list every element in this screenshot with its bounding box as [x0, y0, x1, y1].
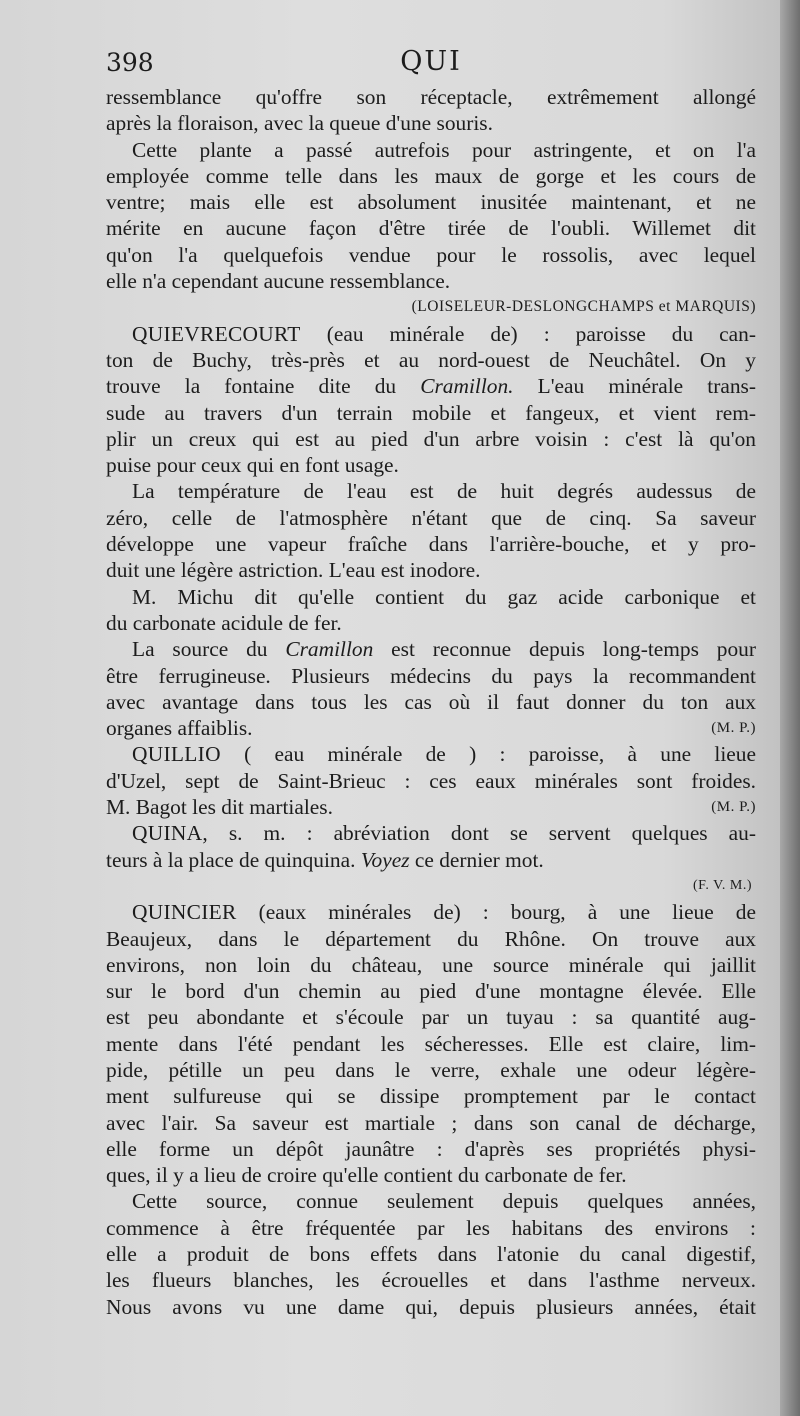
text-segment: M. Bagot les dit martiales.: [106, 795, 333, 820]
text-line: mérite en aucune façon d'être tirée de l'oubli. Willemet dit: [106, 216, 756, 241]
text-line: ressemblance qu'offre son réceptacle, extrêmement allongé: [106, 85, 756, 109]
text-line: sur le bord d'un chemin au pied d'une montagne élevée. Elle: [106, 979, 756, 1004]
text-line: Nous avons vu une dame qui, depuis plusieurs années, était: [106, 1294, 756, 1319]
entry-line: [106, 820, 756, 846]
text-line: développe une vapeur fraîche dans l'arrière-bouche, et y pro-: [106, 532, 756, 557]
text-segment: (eau minérale de) : paroisse du can-: [300, 321, 756, 346]
text-line: zéro, celle de l'atmosphère n'étant que de cinq. Sa saveur: [106, 505, 756, 530]
text-line: La température de l'eau est de huit degrés audessus de: [132, 479, 756, 504]
text-line: avec l'air. Sa saveur est martiale ; dans son canal de décharge,: [106, 1110, 756, 1135]
entry-line: [106, 899, 756, 925]
text-segment: organes affaiblis.: [106, 716, 253, 741]
text-line: ventre; mais elle est absolument inusitée maintenant, et ne: [106, 190, 756, 215]
text-line: Cette source, connue seulement depuis quelques années,: [132, 1189, 756, 1214]
body-text: [106, 84, 756, 1320]
text-segment: L'eau minérale trans-: [513, 374, 756, 399]
author-signature: (F. V. M.): [693, 877, 752, 893]
text-line: avec avantage dans tous les cas où il faut donner du ton aux: [106, 689, 756, 714]
text-segment: , s. m. : abréviation dont se servent quelques au-: [202, 821, 756, 846]
text-line: ton de Buchy, très-près et au nord-ouest de Neuchâtel. On y: [106, 347, 756, 372]
text-line: qu'on l'a quelquefois vendue pour le rossolis, avec lequel: [106, 242, 756, 267]
text-line: mente dans l'été pendant les sécheresses. Elle est claire, lim-: [106, 1031, 756, 1056]
author-signature: (LOISELEUR-DESLONGCHAMPS et MARQUIS): [411, 298, 756, 316]
text-line: M. Michu dit qu'elle contient du gaz acide carbonique et: [132, 584, 756, 609]
text-line: pide, pétille un peu dans le verre, exhale une odeur légère-: [106, 1057, 756, 1082]
text-line: est peu abondante et s'écoule par un tuyau : sa quantité aug-: [106, 1005, 756, 1030]
text-segment: teurs à la place de quinquina.: [106, 847, 361, 872]
text-line: les flueurs blanches, les écrouelles et dans l'asthme nerveux.: [106, 1268, 756, 1293]
italic-place-name: Cramillon: [285, 637, 374, 662]
text-line: Cette plante a passé autrefois pour astringente, et on l'a: [132, 137, 756, 162]
text-segment: La source du: [132, 637, 286, 662]
text-line: ques, il y a lieu de croire qu'elle contient du carbonate de fer.: [106, 1163, 627, 1188]
text-segment: ( eau minérale de ) : paroisse, à une lieue: [220, 742, 756, 767]
text-line: puise pour ceux qui en font usage.: [106, 453, 399, 478]
author-signature: (M. P.): [711, 720, 756, 737]
page-number: 398: [106, 48, 154, 77]
text-line: elle forme un dépôt jaunâtre : d'après ses propriétés physi-: [106, 1136, 756, 1161]
author-signature: (M. P.): [711, 799, 756, 816]
text-line: plir un creux qui est au pied d'un arbre voisin : c'est là qu'on: [106, 426, 756, 451]
text-segment: ce dernier mot.: [409, 847, 544, 872]
text-line: être ferrugineuse. Plusieurs médecins du pays la recommandent: [106, 663, 756, 688]
running-head: QUI: [400, 46, 462, 77]
text-line: [106, 373, 756, 399]
text-line: d'Uzel, sept de Saint-Brieuc : ces eaux minérales sont froides.: [106, 768, 756, 793]
text-line: duit une légère astriction. L'eau est inodore.: [106, 558, 481, 583]
entry-heading: QUINA: [132, 821, 203, 846]
italic-place-name: Cramillon.: [420, 374, 514, 399]
text-line: sude au travers d'un terrain mobile et fangeux, et vient rem-: [106, 400, 756, 425]
entry-line: [106, 321, 756, 347]
text-segment: trouve la fontaine dite du: [106, 374, 421, 399]
text-line: Beaujeux, dans le département du Rhône. On trouve aux: [106, 926, 756, 951]
text-line: commence à être fréquentée par les habitans des environs :: [106, 1215, 756, 1240]
entry-heading: QUILLIO: [132, 742, 221, 767]
entry-heading: QUINCIER: [132, 900, 237, 925]
text-line: après la floraison, avec la queue d'une souris.: [106, 111, 493, 136]
entry-line: [106, 741, 756, 767]
text-line: ment sulfureuse qui se dissipe promptement par le contact: [106, 1084, 756, 1109]
text-segment: (eaux minérales de) : bourg, à une lieue de: [236, 900, 756, 925]
text-line: elle a produit de bons effets dans l'atonie du canal digestif,: [106, 1242, 756, 1267]
text-line: environs, non loin du château, une source minérale qui jaillit: [106, 952, 756, 977]
text-segment: est reconnue depuis long-temps pour: [373, 637, 756, 662]
text-line: employée comme telle dans les maux de gorge et les cours de: [106, 163, 756, 188]
italic-word: Voyez: [360, 847, 410, 872]
text-line: du carbonate acidule de fer.: [106, 610, 342, 635]
text-line: elle n'a cependant aucune ressemblance.: [106, 269, 451, 294]
entry-heading: QUIEVRECOURT: [132, 321, 301, 346]
page-header: [106, 44, 756, 84]
text-line: [106, 715, 756, 741]
text-line: [106, 636, 756, 662]
page-edge-shadow: [780, 0, 800, 1416]
text-line: [106, 847, 756, 873]
text-line: [106, 794, 756, 820]
